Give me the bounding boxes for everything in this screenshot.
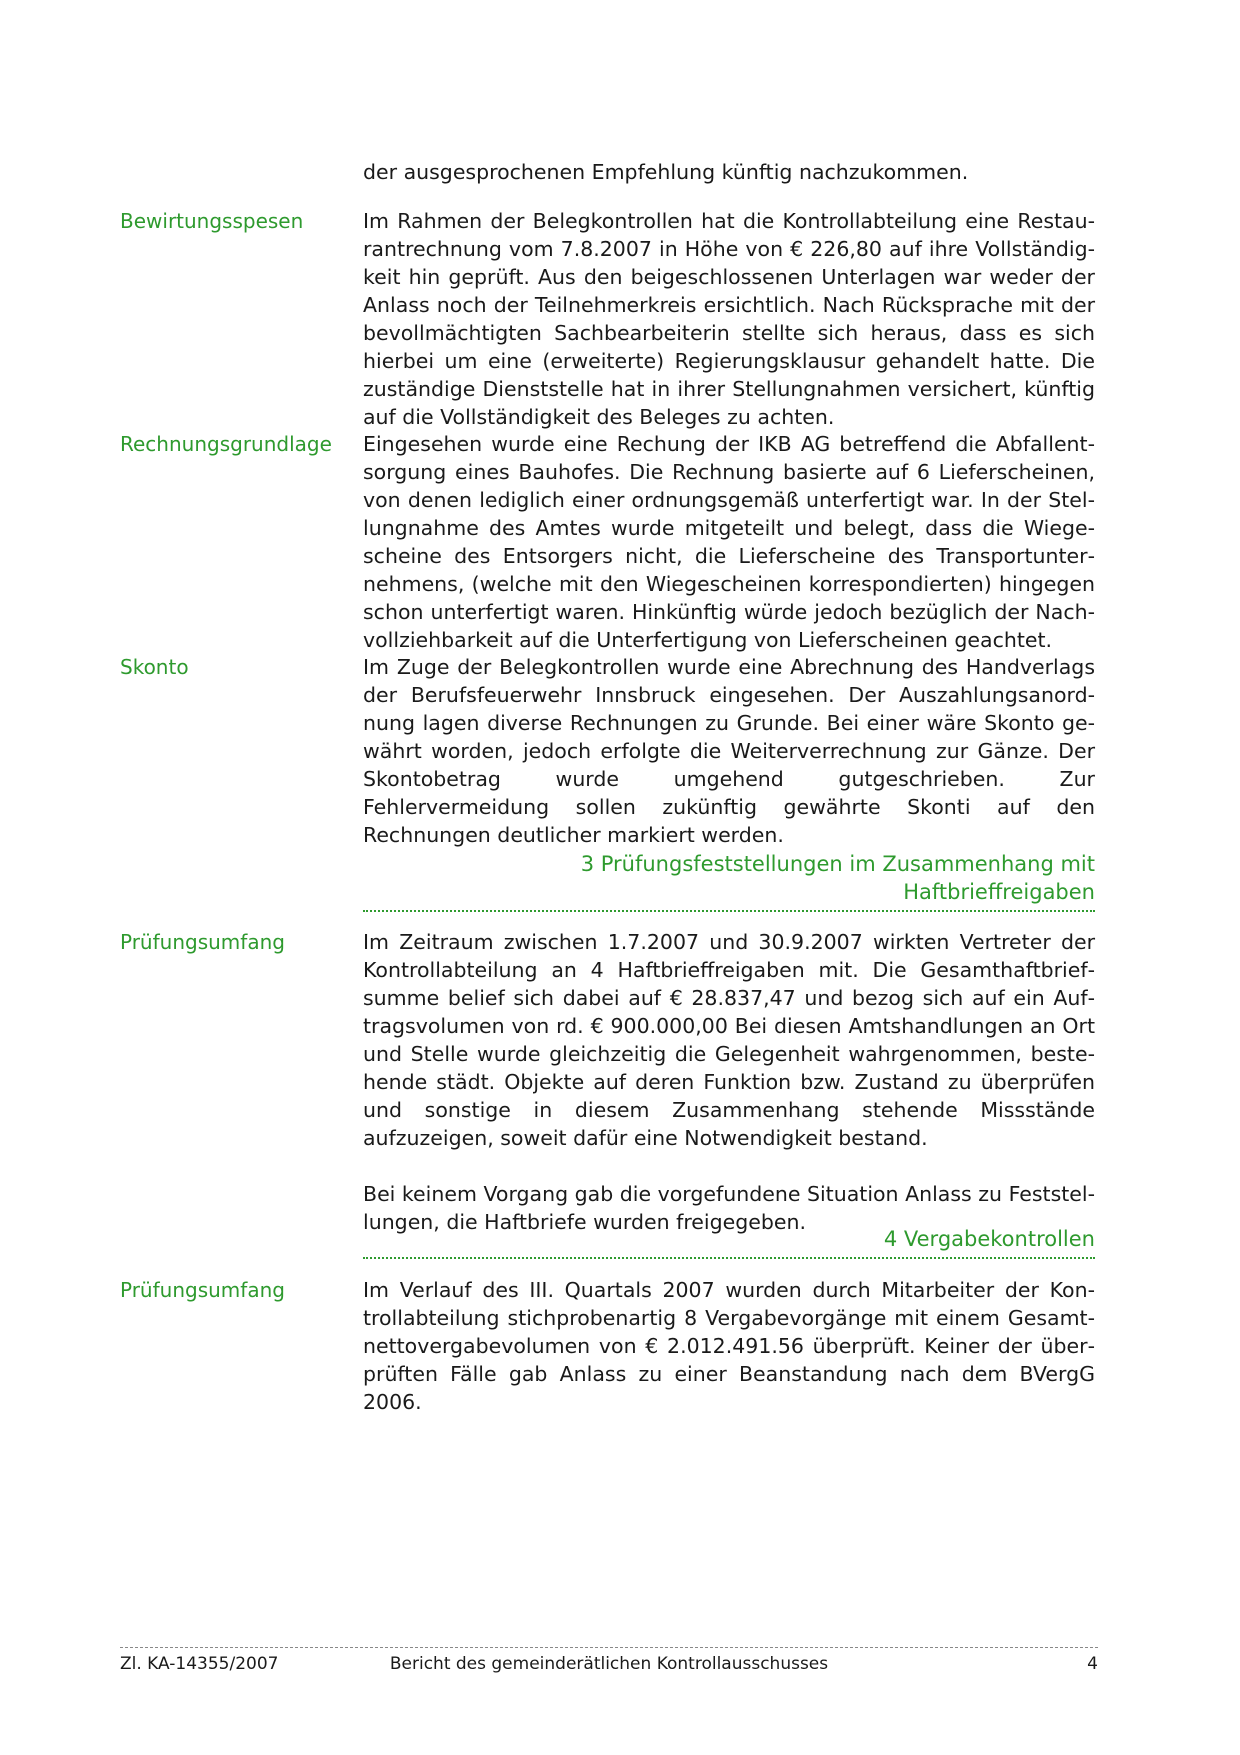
footer-page-number: 4 bbox=[1087, 1654, 1098, 1674]
entry-text bbox=[363, 928, 1095, 1236]
margin-label: Prüfungsumfang bbox=[120, 1278, 285, 1302]
entry-text bbox=[363, 430, 1095, 654]
margin-label: Prüfungsumfang bbox=[120, 930, 285, 954]
entry-text bbox=[363, 207, 1095, 431]
paragraph: Im Zuge der Belegkontrollen wurde eine Abrechnung des Handverlags der Berufsfeuerwehr Innsbruck eingesehen. Der Auszahlungsanordnung lagen diverse Rechnungen zu Grunde. Bei einer wäre Skonto gewährt worden, jedoch erfolgte die Weiterverrechnung zur Gänze. Der Skontobetrag wurde umgehend gutgeschrieben. Zur Fehlervermeidung sollen zukünftig gewährte Skonti auf den Rechnungen deutlicher markiert werden. bbox=[363, 655, 1095, 847]
section-3-heading-line1: 3 Prüfungsfeststellungen im Zusammenhang mit bbox=[580, 852, 1095, 876]
margin-label: Bewirtungsspesen bbox=[120, 209, 304, 233]
paragraph: Bei keinem Vorgang gab die vorgefundene Situation Anlass zu Feststellungen, die Haftbriefe wurden freigegeben. bbox=[363, 1182, 1095, 1234]
intro-paragraph: der ausgesprochenen Empfehlung künftig nachzukommen. bbox=[363, 160, 969, 184]
paragraph: Im Zeitraum zwischen 1.7.2007 und 30.9.2007 wirkten Vertreter der Kontrollabteilung an 4 Haftbrieffreigaben mit. Die Gesamthaftbriefsumme belief sich dabei auf € 28.837,47 und bezog sich auf ein Auftragsvolumen von rd. € 900.000,00 Bei diesen Amtshandlungen an Ort und Stelle wurde gleichzeitig die Gelegenheit wahrgenommen, bestehende städt. Objekte auf deren Funktion bzw. Zustand zu überprüfen und sonstige in diesem Zusammenhang stehende Missstände aufzuzeigen, soweit dafür eine Notwendigkeit bestand. bbox=[363, 930, 1095, 1150]
intro-text bbox=[363, 158, 1095, 186]
paragraph: Im Verlauf des III. Quartals 2007 wurden durch Mitarbeiter der Kontrollabteilung stichprobenartig 8 Vergabevorgänge mit einem Gesamtnettovergabevolumen von € 2.012.491.56 überprüft. Keiner der überprüften Fälle gab Anlass zu einer Beanstandung nach dem BVergG 2006. bbox=[363, 1278, 1095, 1414]
margin-label: Skonto bbox=[120, 655, 189, 679]
footer-title: Bericht des gemeinderätlichen Kontrollausschusses bbox=[389, 1654, 829, 1674]
section-4-heading bbox=[363, 1225, 1095, 1259]
paragraph: Im Rahmen der Belegkontrollen hat die Kontrollabteilung eine Restaurantrechnung vom 7.8.2007 in Höhe von € 226,80 auf ihre Vollständigkeit hin geprüft. Aus den beigeschlossenen Unterlagen war weder der Anlass noch der Teilnehmerkreis ersichtlich. Nach Rücksprache mit der bevollmächtigten Sachbearbeiterin stellte sich heraus, dass es sich hierbei um eine (erweiterte) Regierungsklausur gehandelt hatte. Die zuständige Dienststelle hat in ihrer Stellungnahmen versichert, künftig auf die Vollständigkeit des Beleges zu achten. bbox=[363, 209, 1095, 429]
section-3-heading-line2: Haftbrieffreigaben bbox=[903, 880, 1095, 904]
section-4-heading-text: 4 Vergabekontrollen bbox=[883, 1227, 1095, 1251]
footer-divider bbox=[120, 1647, 1098, 1648]
entry-text bbox=[363, 1276, 1095, 1416]
footer-reference: Zl. KA-14355/2007 bbox=[120, 1654, 279, 1674]
paragraph: Eingesehen wurde eine Rechung der IKB AG betreffend die Abfallentsorgung eines Bauhofes. Die Rechnung basierte auf 6 Lieferscheinen, von denen lediglich einer ordnungsgemäß unterfertigt war. In der Stellungnahme des Amtes wurde mitgeteilt und belegt, dass die Wiegescheine des Entsorgers nicht, die Lieferscheine des Transportunternehmens, (welche mit den Wiegescheinen korrespondierten) hingegen schon unterfertigt waren. Hinkünftig würde jedoch bezüglich der Nachvollziehbarkeit auf die Unterfertigung von Lieferscheinen geachtet. bbox=[363, 432, 1095, 652]
entry-text bbox=[363, 653, 1095, 849]
section-3-heading bbox=[363, 850, 1095, 912]
margin-label: Rechnungsgrundlage bbox=[120, 432, 332, 456]
